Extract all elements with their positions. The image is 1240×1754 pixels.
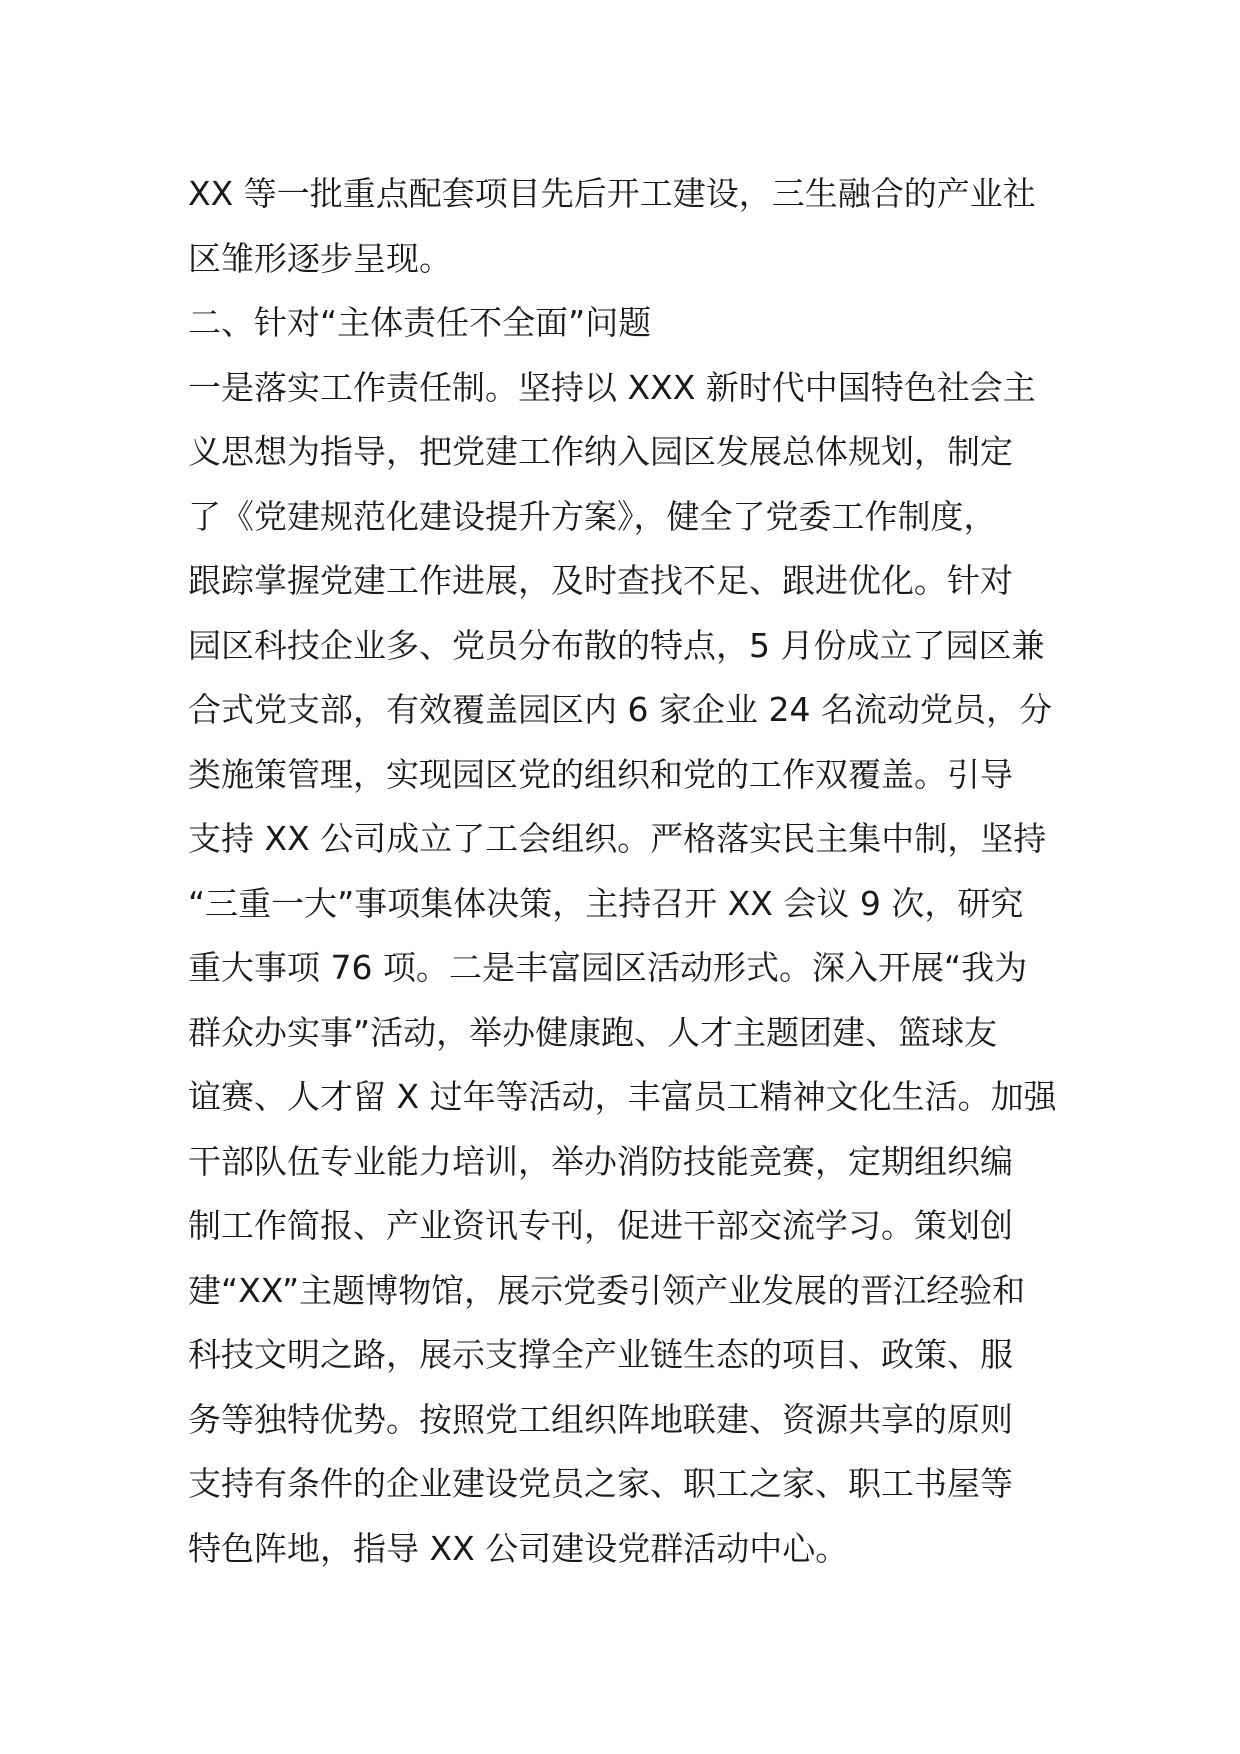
text-line: 特色阵地，指导 XX 公司建设党群活动中心。: [188, 1528, 849, 1568]
text-line: 区雏形逐步呈现。: [188, 238, 452, 278]
text-line: 义思想为指导，把党建工作纳入园区发展总体规划，制定: [188, 432, 1013, 471]
text-line: 重大事项 76 项。二是丰富园区活动形式。深入开展“我为: [188, 948, 1028, 987]
text-line: 合式党支部，有效覆盖园区内 6 家企业 24 名流动党员，分: [188, 690, 1052, 729]
text-line: 类施策管理，实现园区党的组织和党的工作双覆盖。引导: [188, 754, 1013, 794]
text-line: 制工作简报、产业资讯专刊，促进干部交流学习。策划创: [188, 1206, 1013, 1245]
text-line: 支持 XX 公司成立了工会组织。严格落实民主集中制，坚持: [188, 819, 1047, 858]
text-line: 务等独特优势。按照党工组织阵地联建、资源共享的原则: [188, 1399, 1013, 1439]
text-line: 建“XX”主题博物馆，展示党委引领产业发展的晋江经验和: [188, 1270, 1026, 1310]
text-line: 跟踪掌握党建工作进展，及时查找不足、跟进优化。针对: [188, 561, 1013, 600]
text-line: 谊赛、人才留 X 过年等活动，丰富员工精神文化生活。加强: [188, 1077, 1057, 1116]
text-line: 支持有条件的企业建设党员之家、职工之家、职工书屋等: [188, 1464, 1013, 1503]
text-line: 园区科技企业多、党员分布散的特点，5 月份成立了园区兼: [188, 625, 1045, 665]
text-line: 一是落实工作责任制。坚持以 XXX 新时代中国特色社会主: [188, 367, 1036, 407]
text-line: “三重一大”事项集体决策，主持召开 XX 会议 9 次，研究: [188, 883, 1024, 923]
body-text: [188, 162, 1068, 1581]
text-line: 群众办实事”活动，举办健康跑、人才主题团建、篮球友: [188, 1012, 998, 1052]
text-line: 了《党建规范化建设提升方案》，健全了党委工作制度，: [188, 496, 997, 536]
section-heading: 二、针对“主体责任不全面”问题: [188, 303, 652, 342]
text-line: 科技文明之路，展示支撑全产业链生态的项目、政策、服: [188, 1335, 1013, 1374]
text-line: XX 等一批重点配套项目先后开工建设，三生融合的产业社: [188, 174, 1036, 213]
text-line: 干部队伍专业能力培训，举办消防技能竞赛，定期组织编: [188, 1141, 1013, 1181]
